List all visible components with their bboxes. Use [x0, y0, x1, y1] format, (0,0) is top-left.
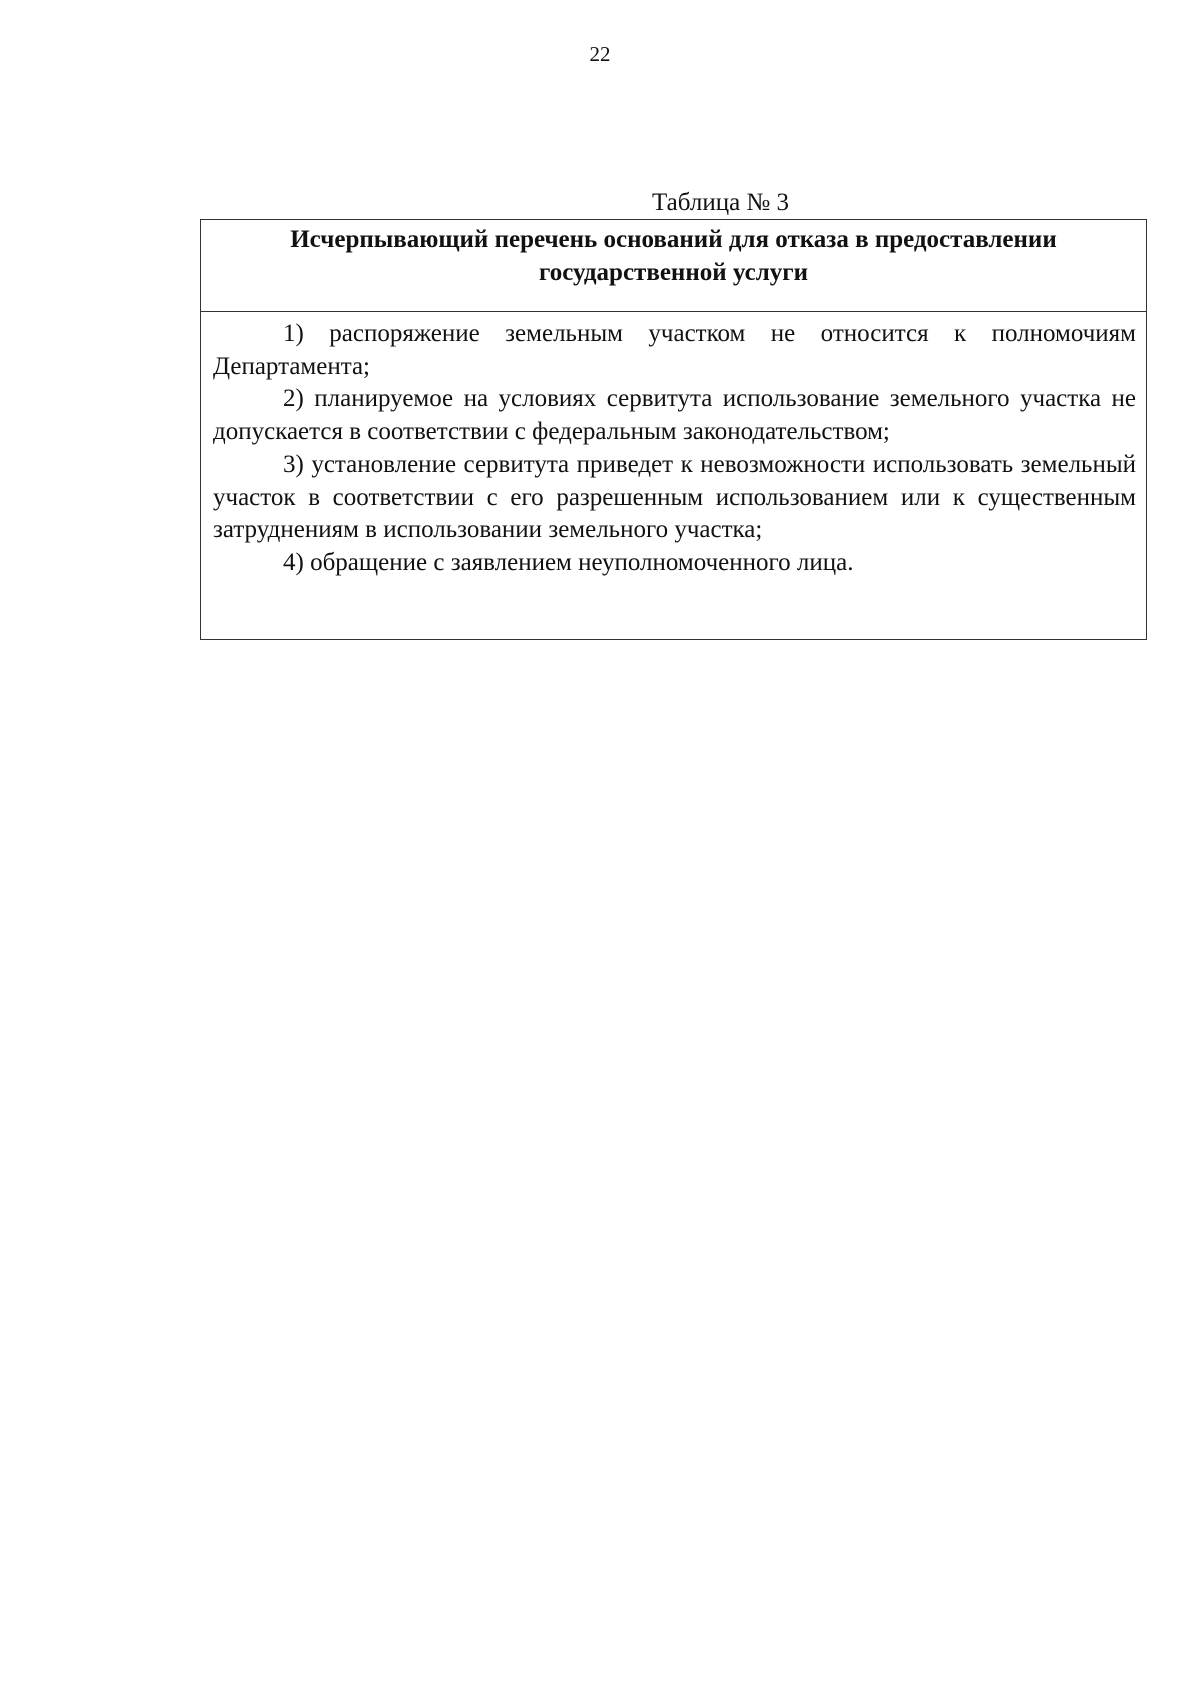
table-header-cell: Исчерпывающий перечень оснований для отказа в предоставлении государственной услуги [201, 220, 1147, 312]
list-item: 4) обращение с заявлением неуполномоченного лица. [283, 548, 854, 576]
table-header-row [201, 220, 1147, 312]
table-body-row [201, 312, 1147, 640]
table-caption: Таблица № 3 [652, 189, 790, 216]
refusal-grounds-table [200, 219, 1147, 640]
list-item: 2) планируемое на условиях сервитута использование земельного участка не допускается в соответствии с федеральным законодательством; [213, 385, 1136, 446]
table-body-cell [201, 312, 1147, 640]
page-number: 22 [589, 42, 611, 66]
list-item: 1) распоряжение земельным участком не относится к полномочиям Департамента; [213, 320, 1136, 380]
list-item: 3) установление сервитута приведет к невозможности использовать земельный участок в соответствии с его разрешенным использованием или к существенным затруднениям в использовании земельного участка; [213, 450, 1136, 544]
